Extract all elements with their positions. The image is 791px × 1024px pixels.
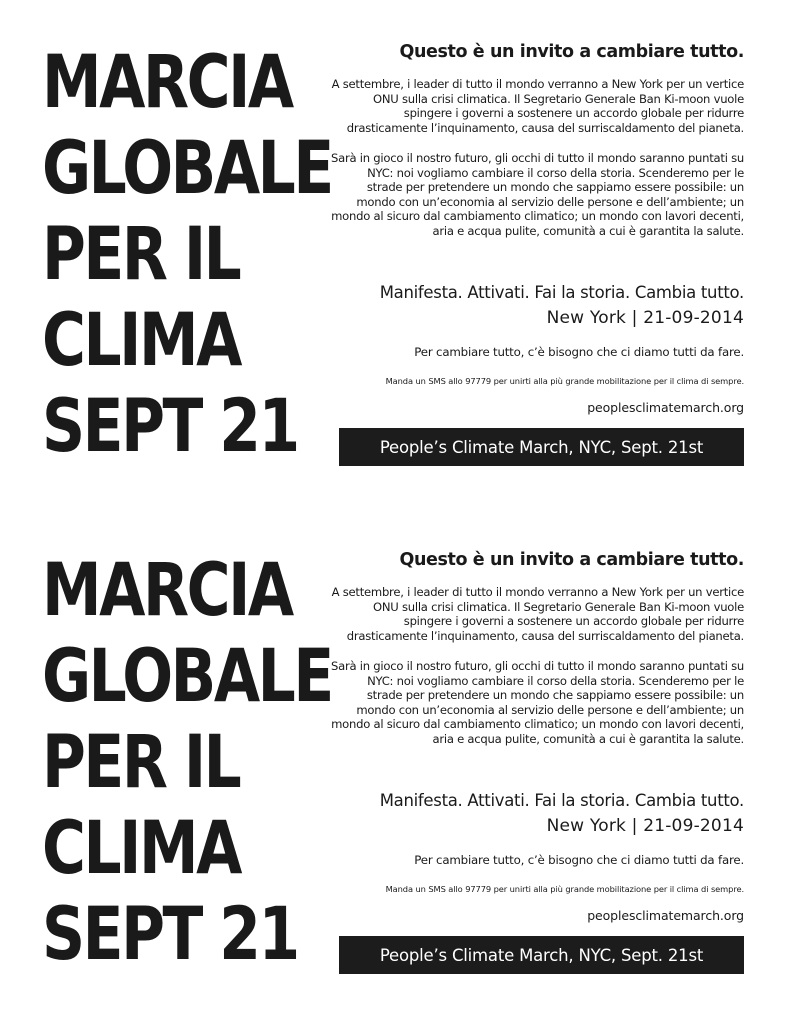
headline-line: PER IL xyxy=(42,720,240,805)
headline-line: GLOBALE xyxy=(42,126,332,211)
headline xyxy=(42,40,332,470)
sms-instructions: Manda un SMS allo 97779 per unirti alla più grande mobilitazione per il clima di sempre. xyxy=(385,884,744,894)
body-paragraph-2: Sarà in gioco il nostro futuro, gli occhi di tutto il mondo saranno puntati su NYC: noi vogliamo cambiare il corso della storia. Scenderemo per le strade per pretendere un mondo che sappiamo essere possibile: un mondo con un’economia al servizio delle persone e dell’ambiente; un mondo al sicuro dal cambiamento climatico; un mondo con lavori decenti, aria e acqua pulite, comunità a cui è garantita la salute. xyxy=(331,659,744,746)
location-date: New York | 21-09-2014 xyxy=(546,816,744,836)
headline-line: CLIMA xyxy=(42,806,240,891)
body-paragraph-1: A settembre, i leader di tutto il mondo verranno a New York per un vertice ONU sulla crisi climatica. Il Segretario Generale Ban Ki-moon vuole spingere i governi a sostenere un accordo globale per ridurre drasticamente l’inquinamento, causa del surriscaldamento del pianeta. xyxy=(331,585,744,643)
event-banner: People’s Climate March, NYC, Sept. 21st xyxy=(339,936,744,974)
sms-instructions: Manda un SMS allo 97779 per unirti alla più grande mobilitazione per il clima di sempre. xyxy=(385,376,744,386)
headline-line: SEPT 21 xyxy=(42,384,298,469)
invite-heading: Questo è un invito a cambiare tutto. xyxy=(399,42,744,62)
flyer-bottom xyxy=(0,508,791,1016)
body-paragraph-1: A settembre, i leader di tutto il mondo verranno a New York per un vertice ONU sulla crisi climatica. Il Segretario Generale Ban Ki-moon vuole spingere i governi a sostenere un accordo globale per ridurre drasticamente l’inquinamento, causa del surriscaldamento del pianeta. xyxy=(331,77,744,135)
location-date: New York | 21-09-2014 xyxy=(546,308,744,328)
website-url: peoplesclimatemarch.org xyxy=(587,908,744,923)
headline-line: GLOBALE xyxy=(42,634,332,719)
headline-line: PER IL xyxy=(42,212,240,297)
headline-line: SEPT 21 xyxy=(42,892,298,977)
website-url: peoplesclimatemarch.org xyxy=(587,400,744,415)
slogan: Manifesta. Attivati. Fai la storia. Cambia tutto. xyxy=(379,791,744,810)
invite-heading: Questo è un invito a cambiare tutto. xyxy=(399,550,744,570)
headline xyxy=(42,548,332,978)
flyer-top xyxy=(0,0,791,508)
slogan: Manifesta. Attivati. Fai la storia. Cambia tutto. xyxy=(379,283,744,302)
headline-line: CLIMA xyxy=(42,298,240,383)
call-to-action: Per cambiare tutto, c’è bisogno che ci diamo tutti da fare. xyxy=(414,345,744,359)
call-to-action: Per cambiare tutto, c’è bisogno che ci diamo tutti da fare. xyxy=(414,853,744,867)
body-paragraph-2: Sarà in gioco il nostro futuro, gli occhi di tutto il mondo saranno puntati su NYC: noi vogliamo cambiare il corso della storia. Scenderemo per le strade per pretendere un mondo che sappiamo essere possibile: un mondo con un’economia al servizio delle persone e dell’ambiente; un mondo al sicuro dal cambiamento climatico; un mondo con lavori decenti, aria e acqua pulite, comunità a cui è garantita la salute. xyxy=(331,151,744,238)
headline-line: MARCIA xyxy=(42,548,292,633)
headline-line: MARCIA xyxy=(42,40,292,125)
event-banner: People’s Climate March, NYC, Sept. 21st xyxy=(339,428,744,466)
